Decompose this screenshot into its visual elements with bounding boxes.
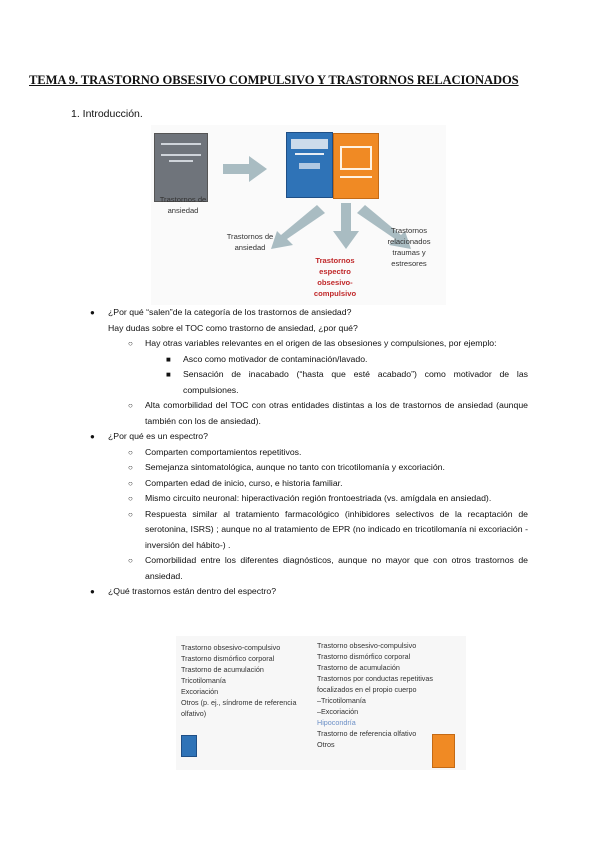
dsm5-book-blue xyxy=(286,132,333,198)
square-bullet-icon: ■ xyxy=(166,370,171,379)
square-bullet-icon: ■ xyxy=(166,354,171,364)
branch-anxiety-disorders: Trastornos de ansiedad xyxy=(226,232,274,252)
branch-trauma-stressor: Trastornos relacionados traumas y estresores xyxy=(387,226,431,268)
bullet-icon: ● xyxy=(90,432,95,441)
spectrum-diagram xyxy=(151,125,446,305)
dsm5-book-orange xyxy=(333,133,379,199)
bullet-content xyxy=(88,305,528,600)
icd11-book-small xyxy=(432,734,455,768)
list-item: ○ Comparten edad de inicio, curso, e historia familiar. xyxy=(88,476,528,492)
list-item: ○ Mismo circuito neuronal: hiperactivación región frontoestriada (vs. amígdala en ansiedad). xyxy=(88,491,528,507)
list-item: ○ Comorbilidad entre los diferentes diagnósticos, aunque no mayor que con otros trastornos de ansiedad. xyxy=(128,555,528,581)
list-item: ○ Semejanza sintomatológica, aunque no tanto con tricotilomanía y excoriación. xyxy=(88,460,528,476)
branch-ocd-spectrum: Trastornos espectro obsesivo-compulsivo xyxy=(313,256,357,298)
list-item: ■ Asco como motivador de contaminación/lavado. xyxy=(88,352,528,368)
icd11-list: Trastorno obsesivo-compulsivo Trastorno dismórfico corporal Trastorno de acumulación Trastornos por conductas repetitivas focalizados en el propio cuerpo –Tricotilomanía –Excoriación Hipocondría Trastorno de referencia olfativo Otros xyxy=(317,641,433,749)
circle-bullet-icon: ○ xyxy=(128,494,133,503)
circle-bullet-icon: ○ xyxy=(128,447,133,457)
list-item: ○ Hay otras variables relevantes en el origen de las obsesiones y compulsiones, por ejemplo: xyxy=(88,336,528,352)
list-item: ● ¿Qué trastornos están dentro del espectro? xyxy=(88,584,528,600)
dsm5-list: Trastorno obsesivo-compulsivo Trastorno dismórfico corporal Trastorno de acumulación Tricotilomanía Excoriación Otros (p. ej., síndrome de referencia olfativo) xyxy=(181,643,297,718)
circle-bullet-icon: ○ xyxy=(128,401,133,410)
anxiety-label-old: Trastornos de ansiedad xyxy=(159,195,207,215)
circle-bullet-icon: ○ xyxy=(128,509,133,519)
list-item: ■ Sensación de inacabado (“hasta que esté acabado”) como motivador de las compulsiones. xyxy=(166,369,528,395)
list-item: ● ¿Por qué es un espectro? xyxy=(88,429,528,445)
right-arrow-icon xyxy=(223,156,267,182)
circle-bullet-icon: ○ xyxy=(128,463,133,472)
list-item: ○ Alta comorbilidad del TOC con otras entidades distintas a los de trastornos de ansiedad (aunque también con los de ansiedad). xyxy=(128,400,528,426)
section-heading: 1. Introducción. xyxy=(71,108,143,120)
list-item: ○ Comparten comportamientos repetitivos. xyxy=(88,445,528,461)
disorders-comparison-figure xyxy=(176,636,466,770)
bullet-icon: ● xyxy=(90,587,95,596)
circle-bullet-icon: ○ xyxy=(128,478,133,488)
list-item: ● ¿Por qué “salen”de la categoría de los trastornos de ansiedad? Hay dudas sobre el TOC como trastorno de ansiedad, ¿por qué? xyxy=(90,307,358,333)
bullet-icon: ● xyxy=(90,308,95,317)
list-item: ○ Respuesta similar al tratamiento farmacológico (inhibidores selectivos de la recaptación de serotonina, ISRS) ; aunque no al tratamiento de EPR (no indicado en tricotilomanía ni excoriación -inversión del hábito-) . xyxy=(128,508,528,550)
document-title: TEMA 9. TRASTORNO OBSESIVO COMPULSIVO Y TRASTORNOS RELACIONADOS xyxy=(29,73,519,87)
circle-bullet-icon: ○ xyxy=(128,339,133,348)
circle-bullet-icon: ○ xyxy=(128,556,133,565)
dsm5-book-small xyxy=(181,735,197,757)
dsm-iv-book-gray xyxy=(154,133,208,202)
